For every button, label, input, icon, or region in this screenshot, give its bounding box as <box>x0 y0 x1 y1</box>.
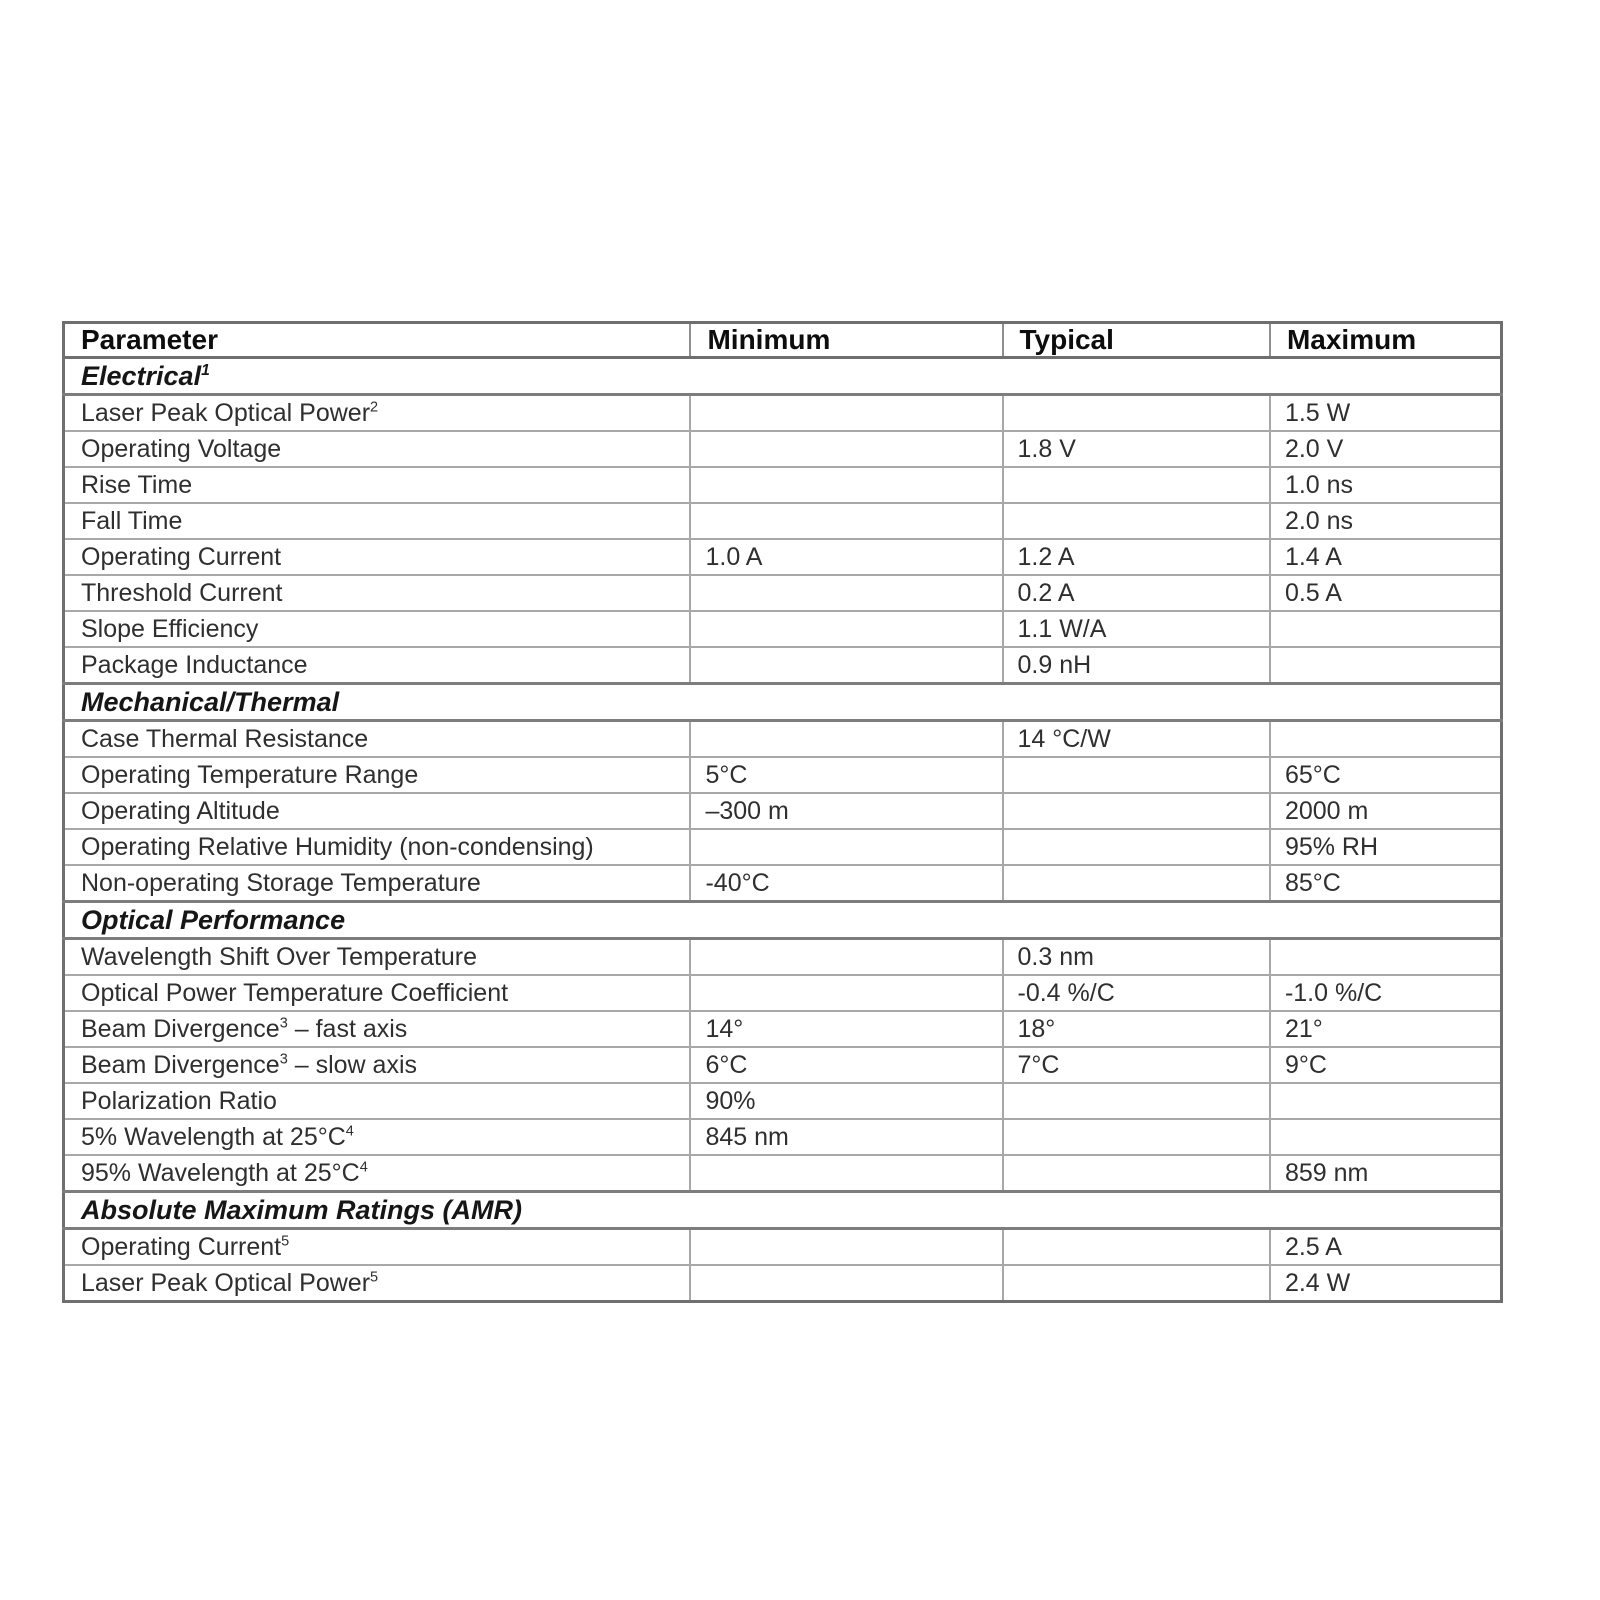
maximum-cell: 2.0 V <box>1270 431 1502 467</box>
footnote-marker: 1 <box>201 361 210 379</box>
typical-cell: -0.4 %/C <box>1003 975 1270 1011</box>
maximum-cell <box>1270 939 1502 976</box>
parameter-cell: Operating Voltage <box>64 431 691 467</box>
minimum-cell <box>690 431 1002 467</box>
section-label: Electrical$^1$ <box>64 358 1502 395</box>
typical-cell: 1.1 W/A <box>1003 611 1270 647</box>
header-row <box>64 323 1502 358</box>
parameter-cell: Polarization Ratio <box>64 1083 691 1119</box>
minimum-cell <box>690 939 1002 976</box>
column-header-maximum: Maximum <box>1270 323 1502 358</box>
maximum-cell: 95% RH <box>1270 829 1502 865</box>
maximum-cell: 859 nm <box>1270 1155 1502 1192</box>
typical-cell <box>1003 1119 1270 1155</box>
maximum-cell: 1.0 ns <box>1270 467 1502 503</box>
parameter-cell: Fall Time <box>64 503 691 539</box>
maximum-cell <box>1270 611 1502 647</box>
maximum-cell: 0.5 A <box>1270 575 1502 611</box>
minimum-cell: 6°C <box>690 1047 1002 1083</box>
maximum-cell <box>1270 721 1502 758</box>
table-row <box>64 539 1502 575</box>
parameter-cell: Slope Efficiency <box>64 611 691 647</box>
parameter-cell: Non-operating Storage Temperature <box>64 865 691 902</box>
minimum-cell <box>690 395 1002 432</box>
minimum-cell: –300 m <box>690 793 1002 829</box>
maximum-cell: 9°C <box>1270 1047 1502 1083</box>
typical-cell <box>1003 829 1270 865</box>
minimum-cell: 90% <box>690 1083 1002 1119</box>
maximum-cell: 2.4 W <box>1270 1265 1502 1302</box>
parameter-cell: Threshold Current <box>64 575 691 611</box>
typical-cell: 18° <box>1003 1011 1270 1047</box>
table-row <box>64 939 1502 976</box>
minimum-cell: 1.0 A <box>690 539 1002 575</box>
minimum-cell <box>690 829 1002 865</box>
parameter-cell: 5% Wavelength at $25^\circ C^4$ <box>64 1119 691 1155</box>
footnote-marker: 4 <box>359 1159 368 1176</box>
table-row <box>64 503 1502 539</box>
parameter-cell: Laser Peak Optical Power$^5$ <box>64 1265 691 1302</box>
typical-cell <box>1003 1083 1270 1119</box>
maximum-cell: 2.0 ns <box>1270 503 1502 539</box>
section-row <box>64 902 1502 939</box>
table-row <box>64 431 1502 467</box>
footnote-marker: 3 <box>279 1051 288 1068</box>
section-label: Mechanical/Thermal <box>64 684 1502 721</box>
parameter-cell: Package Inductance <box>64 647 691 684</box>
maximum-cell: 1.4 A <box>1270 539 1502 575</box>
minimum-cell <box>690 611 1002 647</box>
minimum-cell: -40°C <box>690 865 1002 902</box>
section-label: Absolute Maximum Ratings (AMR) <box>64 1192 1502 1229</box>
minimum-cell <box>690 467 1002 503</box>
minimum-cell <box>690 1265 1002 1302</box>
parameter-cell: Optical Power Temperature Coefficient <box>64 975 691 1011</box>
table-row <box>64 1011 1502 1047</box>
typical-cell: 7°C <box>1003 1047 1270 1083</box>
typical-cell <box>1003 1155 1270 1192</box>
parameter-cell: Laser Peak Optical Power$^2$ <box>64 395 691 432</box>
parameter-cell: Operating Temperature Range <box>64 757 691 793</box>
minimum-cell <box>690 1155 1002 1192</box>
typical-cell: 1.8 V <box>1003 431 1270 467</box>
maximum-cell: 2000 m <box>1270 793 1502 829</box>
parameter-cell: Beam Divergence$^3$ – slow axis <box>64 1047 691 1083</box>
parameter-cell: Operating Current$^5$ <box>64 1229 691 1266</box>
maximum-cell <box>1270 1083 1502 1119</box>
minimum-cell <box>690 647 1002 684</box>
maximum-cell <box>1270 1119 1502 1155</box>
column-header-parameter: Parameter <box>64 323 691 358</box>
table-row <box>64 829 1502 865</box>
table-row <box>64 1119 1502 1155</box>
parameter-cell: Wavelength Shift Over Temperature <box>64 939 691 976</box>
typical-cell: 0.2 A <box>1003 575 1270 611</box>
column-header-minimum: Minimum <box>690 323 1002 358</box>
section-row <box>64 358 1502 395</box>
maximum-cell: 85°C <box>1270 865 1502 902</box>
typical-cell <box>1003 1265 1270 1302</box>
maximum-cell: 21° <box>1270 1011 1502 1047</box>
minimum-cell <box>690 975 1002 1011</box>
maximum-cell <box>1270 647 1502 684</box>
table-row <box>64 793 1502 829</box>
spec-table-body <box>64 358 1502 1302</box>
maximum-cell: 1.5 W <box>1270 395 1502 432</box>
table-row <box>64 721 1502 758</box>
table-row <box>64 1265 1502 1302</box>
typical-cell <box>1003 1229 1270 1266</box>
typical-cell: 1.2 A <box>1003 539 1270 575</box>
section-row <box>64 684 1502 721</box>
minimum-cell <box>690 503 1002 539</box>
maximum-cell: -1.0 %/C <box>1270 975 1502 1011</box>
footnote-marker: 2 <box>370 399 379 416</box>
table-row <box>64 1083 1502 1119</box>
table-row <box>64 1155 1502 1192</box>
maximum-cell: 65°C <box>1270 757 1502 793</box>
spec-table <box>62 321 1503 1303</box>
minimum-cell: 845 nm <box>690 1119 1002 1155</box>
minimum-cell <box>690 1229 1002 1266</box>
table-row <box>64 611 1502 647</box>
footnote-marker: 3 <box>279 1015 288 1032</box>
table-row <box>64 975 1502 1011</box>
table-row <box>64 575 1502 611</box>
parameter-cell: Case Thermal Resistance <box>64 721 691 758</box>
table-row <box>64 467 1502 503</box>
table-row <box>64 1229 1502 1266</box>
typical-cell <box>1003 757 1270 793</box>
table-row <box>64 395 1502 432</box>
table-row <box>64 1047 1502 1083</box>
table-row <box>64 647 1502 684</box>
column-header-typical: Typical <box>1003 323 1270 358</box>
typical-cell: 0.9 nH <box>1003 647 1270 684</box>
typical-cell <box>1003 467 1270 503</box>
footnote-marker: 5 <box>370 1269 379 1286</box>
section-row <box>64 1192 1502 1229</box>
typical-cell: 0.3 nm <box>1003 939 1270 976</box>
typical-cell <box>1003 395 1270 432</box>
maximum-cell: 2.5 A <box>1270 1229 1502 1266</box>
parameter-cell: Operating Relative Humidity (non-condensing) <box>64 829 691 865</box>
parameter-cell: Operating Current <box>64 539 691 575</box>
typical-cell: 14 °C/W <box>1003 721 1270 758</box>
parameter-cell: Beam Divergence$^3$ – fast axis <box>64 1011 691 1047</box>
typical-cell <box>1003 865 1270 902</box>
table-row <box>64 757 1502 793</box>
typical-cell <box>1003 503 1270 539</box>
parameter-cell: Rise Time <box>64 467 691 503</box>
minimum-cell <box>690 721 1002 758</box>
minimum-cell: 14° <box>690 1011 1002 1047</box>
parameter-cell: 95% Wavelength at $25^\circ C^4$ <box>64 1155 691 1192</box>
minimum-cell: 5°C <box>690 757 1002 793</box>
section-label: Optical Performance <box>64 902 1502 939</box>
table-row <box>64 865 1502 902</box>
typical-cell <box>1003 793 1270 829</box>
footnote-marker: 4 <box>345 1123 354 1140</box>
parameter-cell: Operating Altitude <box>64 793 691 829</box>
footnote-marker: 5 <box>281 1233 290 1250</box>
minimum-cell <box>690 575 1002 611</box>
